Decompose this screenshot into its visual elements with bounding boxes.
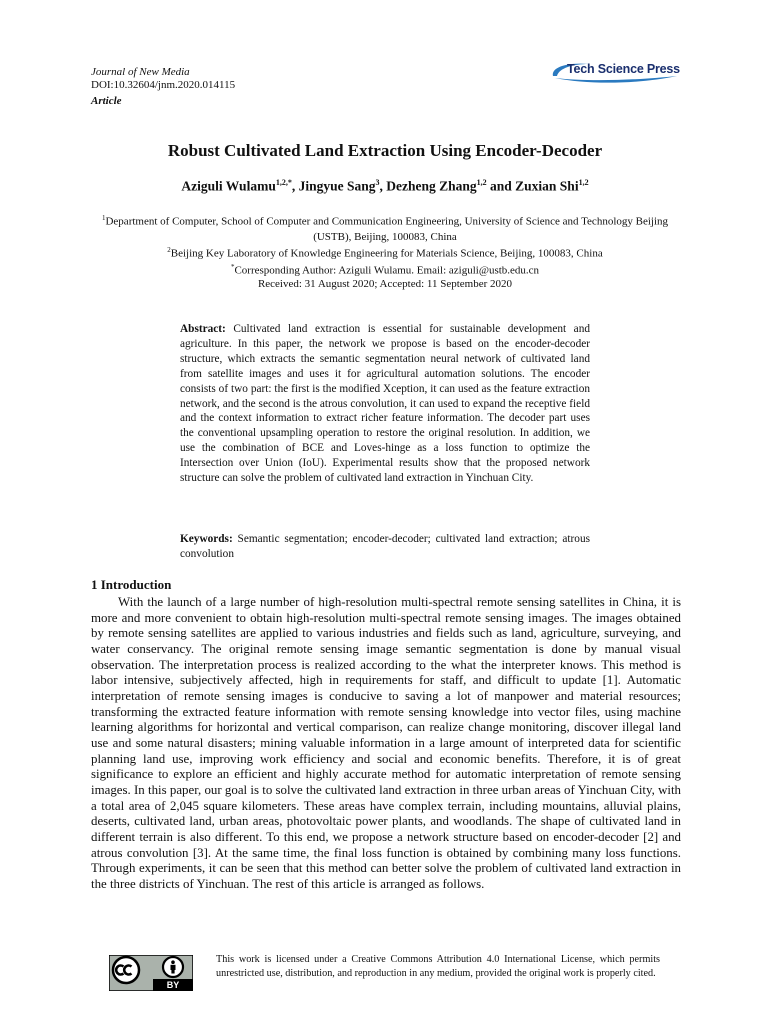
cc-by-badge-label: BY: [166, 980, 180, 990]
author-affiliation-mark: 1,2: [578, 178, 589, 187]
received-accepted-dates: Received: 31 August 2020; Accepted: 11 September 2020: [257, 278, 513, 290]
corresponding-mark: *: [230, 263, 235, 271]
keywords: [180, 532, 590, 562]
author-name: Jingyue Sang: [298, 178, 376, 194]
affiliation-2: [91, 243, 679, 262]
affiliation-mark: 2: [167, 246, 171, 254]
affiliation-mark: 1: [101, 214, 106, 222]
intro-paragraph: With the launch of a large number of high-resolution multi-spectral remote sensing satellites in China, it is more and more convenient to obtain high-resolution multi-spectral remote sensing images. The images obtained by remote sensing satellites are applied to various industries and fields such as land, agriculture, surveying, and water conservancy. The original remote sensing image semantic segmentation is done by manual visual observation. The interpretation process is realized according to the what the interpreter knows. This method is labor intensive, subjectively affected, high in requirements for staff, and difficult to update [1]. Automatic interpretation of remote sensing images is conducive to saving a lot of manpower and material resources; transforming the extracted feature information with remote sensing knowledge into vector files, using machine learning algorithms for horizontal and vertical comparison, can realize change monitoring, discover illegal land use and some natural disasters; mining valuable information in a large amount of interpreted data for scientific planning land use, improving work efficiency and social and economic benefits. Therefore, it is of great significance to explore an efficient and highly accurate method for automatic interpretation of remote sensing images. In this paper, our goal is to solve the cultivated land extraction in three urban areas of Yinchuan City, with a total area of 2,045 square kilometers. These areas have complex terrain, including mountains, alluvial plains, deserts, cultivated land, urban areas, photovoltaic power plants, and woodlands. The shape of cultivated land in different terrain is also different. To this end, we propose a network structure based on encoder-decoder [2] and atrous convolution [3]. At the same time, the final loss function is obtained by combining many loss functions. Through experiments, it can be seen that this method can better solve the problem of cultivated land extraction in the three districts of Yinchuan. The rest of this article is arranged as follows.: [91, 595, 681, 891]
author-list: [0, 178, 770, 195]
affiliation-1: [91, 211, 679, 245]
abstract: [180, 322, 590, 486]
abstract-text: Cultivated land extraction is essential for sustainable development and agriculture. In this paper, the network we propose is based on the encoder-decoder structure, which extracts the semantic segmentation neural network of cultivated land from satellite images and uses it for agricultural automation solutions. The encoder consists of two part: the first is the modified Xception, it can used as the feature extraction network, and the second is the atrous convolution, it can used to expand the receptive field and the context information to extract richer feature information. The decoder part uses the conventional upsampling operation to restore the original resolution. In addition, we use the combination of BCE and Loves-hinge as a loss function to optimize the Intersection over Union (IoU). Experimental results show that the proposed network structure can solve the problem of cultivated land extraction in Yinchuan City.: [180, 323, 590, 485]
author-separator: ,: [379, 178, 387, 194]
journal-name: Journal of New Media: [91, 66, 190, 78]
corresponding-text: Corresponding Author: Aziguli Wulamu. Email: aziguli@ustb.edu.cn: [234, 264, 540, 277]
cc-by-license-badge: [109, 955, 193, 991]
author-affiliation-mark: 1,2: [476, 178, 487, 187]
author-name: Zuxian Shi: [515, 178, 579, 194]
publisher-logo: [549, 60, 681, 84]
doi: DOI:10.32604/jnm.2020.014115: [91, 79, 236, 91]
abstract-label: Abstract:: [180, 323, 226, 335]
author-affiliation-mark: 3: [375, 178, 380, 187]
license-notice: This work is licensed under a Creative Commons Attribution 4.0 International License, which permits unrestricted use, distribution, and reproduction in any medium, provided the original work is properly cited.: [216, 954, 660, 979]
keywords-label: Keywords:: [180, 533, 233, 545]
author-name: Aziguli Wulamu: [181, 178, 276, 194]
corresponding-author: [91, 260, 679, 279]
keywords-text: Semantic segmentation; encoder-decoder; cultivated land extraction; atrous convolution: [180, 533, 590, 560]
article-type: Article: [91, 95, 122, 107]
author-name: Dezheng Zhang: [386, 178, 477, 194]
author-separator: ,: [291, 178, 299, 194]
affiliation-text: Department of Computer, School of Computer and Communication Engineering, University of Science and Technology Beijing (USTB), Beijing, 100083, China: [105, 215, 669, 243]
affiliation-text: Beijing Key Laboratory of Knowledge Engineering for Materials Science, Beijing, 100083, China: [170, 247, 603, 260]
section-heading: 1 Introduction: [91, 577, 172, 592]
author-separator: and: [486, 178, 516, 194]
author-affiliation-mark: 1,2,*: [275, 178, 292, 187]
publisher-name: Tech Science Press: [567, 62, 680, 76]
paper-title: Robust Cultivated Land Extraction Using Encoder-Decoder: [167, 141, 603, 160]
